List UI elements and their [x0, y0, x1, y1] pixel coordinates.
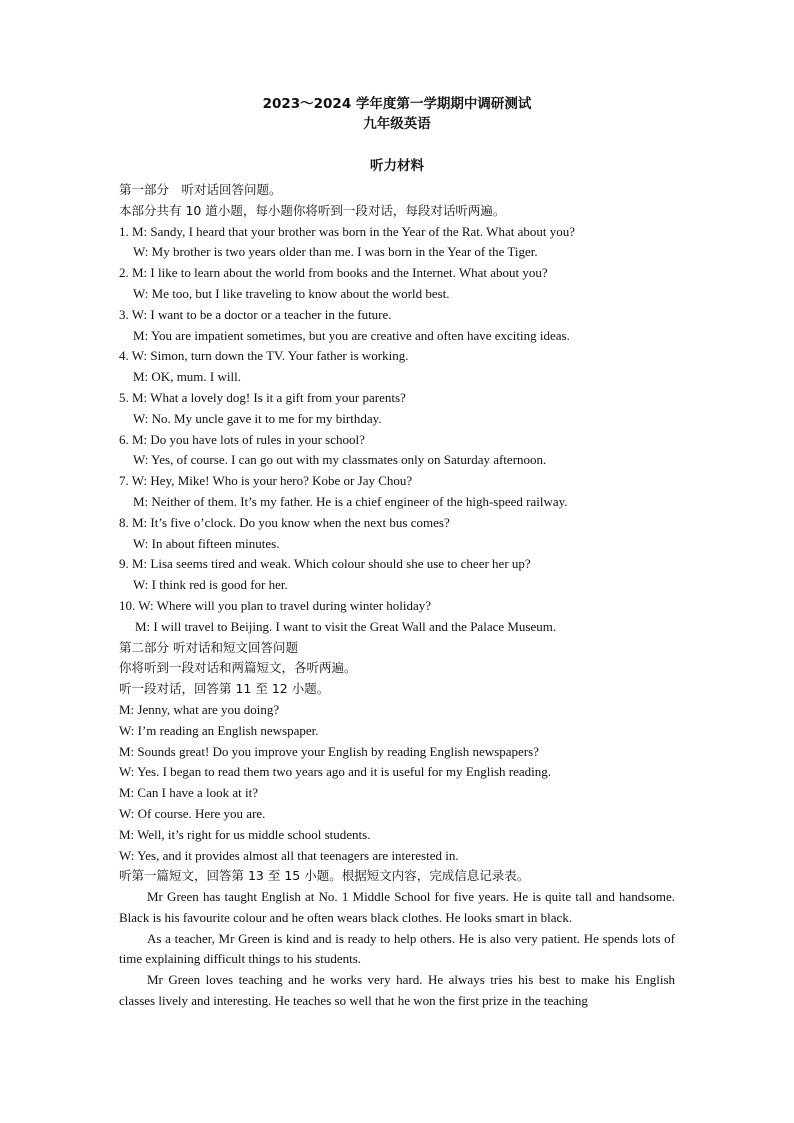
- dialogue-1-line-a: 1. M: Sandy, I heard that your brother was born in the Year of the Rat. What about you?: [119, 223, 575, 239]
- dialogue-8-line-b: W: In about fifteen minutes.: [133, 535, 280, 551]
- conversation-line: W: I’m reading an English newspaper.: [119, 722, 319, 738]
- dialogue-10-line-b: M: I will travel to Beijing. I want to visit the Great Wall and the Palace Museum.: [135, 618, 557, 634]
- dialogue-1-line-b: W: My brother is two years older than me. I was born in the Year of the Tiger.: [133, 244, 538, 260]
- dialogue-7-line-a: 7. W: Hey, Mike! Who is your hero? Kobe or Jay Chou?: [119, 473, 413, 489]
- passage-intro: 听第一篇短文，回答第 13 至 15 小题。根据短文内容，完成信息记录表。: [119, 868, 530, 884]
- exam-subtitle: 九年级英语: [363, 116, 431, 132]
- dialogue-4-line-b: M: OK, mum. I will.: [133, 369, 241, 385]
- dialogue-9-line-b: W: I think red is good for her.: [133, 577, 288, 593]
- dialogue-10-line-a: 10. W: Where will you plan to travel during winter holiday?: [119, 597, 432, 613]
- conversation-line: W: Yes. I began to read them two years ago and it is useful for my English reading.: [119, 764, 552, 780]
- part1: [119, 180, 675, 638]
- conversation-line: M: Can I have a look at it?: [119, 785, 258, 801]
- dialogue-8-line-a: 8. M: It’s five o’clock. Do you know when the next bus comes?: [119, 514, 450, 530]
- conversation-line: W: Of course. Here you are.: [119, 805, 266, 821]
- conversation-line: M: Jenny, what are you doing?: [119, 701, 280, 717]
- dialogue-5-line-a: 5. M: What a lovely dog! Is it a gift from your parents?: [119, 389, 406, 405]
- part2: [119, 638, 675, 1012]
- conversation-line: W: Yes, and it provides almost all that teenagers are interested in.: [119, 847, 459, 863]
- dialogue-6-line-a: 6. M: Do you have lots of rules in your school?: [119, 431, 365, 447]
- dialogue-4-line-a: 4. W: Simon, turn down the TV. Your father is working.: [119, 348, 409, 364]
- part2-instructions: 你将听到一段对话和两篇短文，各听两遍。: [119, 660, 357, 676]
- part1-heading: 第一部分 听对话回答问题。: [119, 182, 282, 197]
- dialogue-6-line-b: W: Yes, of course. I can go out with my classmates only on Saturday afternoon.: [133, 452, 547, 468]
- dialogue-9-line-a: 9. M: Lisa seems tired and weak. Which colour should she use to cheer her up?: [119, 556, 531, 572]
- passage-paragraph-3: Mr Green loves teaching and he works very hard. He always tries his best to make his English classes lively and interesting. He teaches so well that he won the first prize in the teaching: [119, 972, 675, 1009]
- dialogue-3-line-b: M: You are impatient sometimes, but you are creative and often have exciting ideas.: [133, 327, 570, 343]
- dialogue-2-line-a: 2. M: I like to learn about the world from books and the Internet. What about you?: [119, 265, 548, 281]
- passage-paragraph-1: Mr Green has taught English at No. 1 Middle School for five years. He is quite tall and handsome. Black is his favourite colour and he often wears black clothes. He looks smart in black.: [119, 889, 675, 925]
- exam-page: [119, 94, 675, 1012]
- section-title: 听力材料: [370, 158, 424, 174]
- part1-instructions: 本部分共有 10 道小题，每小题你将听到一段对话，每段对话听两遍。: [119, 202, 506, 218]
- conversation-line: M: Well, it’s right for us middle school students.: [119, 826, 371, 842]
- exam-title: 2023～2024 学年度第一学期期中调研测试: [262, 96, 532, 112]
- conversation-line: M: Sounds great! Do you improve your English by reading English newspapers?: [119, 743, 539, 759]
- dialogue-7-line-b: M: Neither of them. It’s my father. He is a chief engineer of the high-speed railway.: [133, 493, 568, 509]
- dialogue-2-line-b: W: Me too, but I like traveling to know about the world best.: [133, 285, 450, 301]
- dialogue-5-line-b: W: No. My uncle gave it to me for my birthday.: [133, 410, 382, 426]
- dialogue-intro: 听一段对话，回答第 11 至 12 小题。: [119, 681, 330, 697]
- passage-paragraph-2: As a teacher, Mr Green is kind and is ready to help others. He is also very patient. He spends lots of time explaining difficult things to his students.: [119, 930, 675, 967]
- part2-heading: 第二部分 听对话和短文回答问题: [119, 639, 298, 655]
- dialogue-3-line-a: 3. W: I want to be a doctor or a teacher in the future.: [119, 306, 392, 322]
